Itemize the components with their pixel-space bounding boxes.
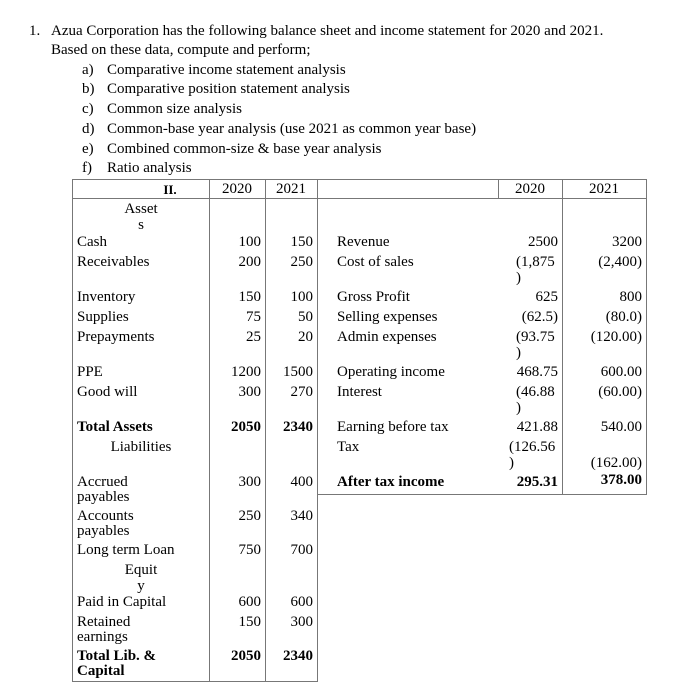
- retained-2020: 150: [238, 614, 261, 630]
- assets-heading: Asset: [124, 201, 158, 217]
- prepayments-2021: 20: [298, 329, 313, 345]
- row-label-admin: Admin expenses: [337, 329, 437, 345]
- inventory-2021: 100: [290, 289, 313, 305]
- accounts-2020: 250: [238, 508, 261, 524]
- task-text: Combined common-size & base year analysis: [107, 141, 382, 157]
- row-label-capital: Paid in Capital: [77, 594, 167, 610]
- row-label-goodwill: Good will: [77, 384, 138, 400]
- cash-2020: 100: [238, 234, 261, 250]
- total-lib-2020: 2050: [231, 648, 261, 664]
- task-text: Common-base year analysis (use 2021 as common year base): [107, 121, 477, 137]
- accounts-2021: 340: [290, 508, 313, 524]
- is-year-2020: 2020: [515, 181, 545, 197]
- row-label-ppe: PPE: [77, 364, 103, 380]
- task-marker: c): [82, 101, 94, 117]
- inventory-2020: 150: [238, 289, 261, 305]
- admin-2020-wrap: ): [516, 345, 521, 361]
- tax-2020: (126.56: [509, 439, 556, 455]
- task-marker: a): [82, 62, 94, 78]
- retained-2021: 300: [290, 614, 313, 630]
- supplies-2020: 75: [246, 309, 261, 325]
- prepayments-2020: 25: [246, 329, 261, 345]
- row-label-ebt: Earning before tax: [337, 419, 449, 435]
- row-label-supplies: Supplies: [77, 309, 129, 325]
- row-label-accrued: Accrued: [77, 474, 128, 490]
- receivables-2020: 200: [238, 254, 261, 270]
- gross-2021: 800: [619, 289, 642, 305]
- task-text: Common size analysis: [107, 101, 242, 117]
- tax-2020-wrap: ): [509, 455, 514, 471]
- bs-year-2020: 2020: [222, 181, 252, 197]
- goodwill-2020: 300: [238, 384, 261, 400]
- row-label-after-tax: After tax income: [337, 474, 445, 490]
- equity-heading: Equit: [124, 562, 158, 578]
- total-assets-2020: 2050: [231, 419, 261, 435]
- cost-2020-wrap: ): [516, 270, 521, 286]
- interest-2020: (46.88: [516, 384, 555, 400]
- admin-2020: (93.75: [516, 329, 555, 345]
- row-label-prepayments: Prepayments: [77, 329, 155, 345]
- question-number: 1.: [29, 23, 41, 39]
- operating-2020: 468.75: [516, 364, 558, 380]
- row-label-cost-of-sales: Cost of sales: [337, 254, 414, 270]
- total-lib-2021: 2340: [283, 648, 313, 664]
- row-label-retained-wrap: earnings: [77, 629, 128, 645]
- task-text: Comparative income statement analysis: [107, 62, 346, 78]
- interest-2020-wrap: ): [516, 400, 521, 416]
- admin-2021: (120.00): [590, 329, 642, 345]
- assets-heading-wrap: s: [138, 217, 144, 233]
- row-label-accounts-wrap: payables: [77, 523, 130, 539]
- task-marker: d): [82, 121, 95, 137]
- row-label-selling: Selling expenses: [337, 309, 438, 325]
- row-label-accrued-wrap: payables: [77, 489, 130, 505]
- equity-heading-wrap: y: [137, 578, 145, 594]
- task-marker: f): [82, 160, 92, 176]
- cost-2021: (2,400): [598, 254, 642, 270]
- cost-2020: (1,875: [516, 254, 555, 270]
- row-label-receivables: Receivables: [77, 254, 150, 270]
- selling-2021: (80.0): [605, 309, 642, 325]
- cash-2021: 150: [290, 234, 313, 250]
- accrued-2020: 300: [238, 474, 261, 490]
- ppe-2020: 1200: [231, 364, 261, 380]
- capital-2020: 600: [238, 594, 261, 610]
- row-label-accounts: Accounts: [77, 508, 134, 524]
- loan-2020: 750: [238, 542, 261, 558]
- interest-2021: (60.00): [598, 384, 642, 400]
- row-label-operating: Operating income: [337, 364, 445, 380]
- loan-2021: 700: [290, 542, 313, 558]
- gross-2020: 625: [535, 289, 558, 305]
- row-label-loan: Long term Loan: [77, 542, 175, 558]
- operating-2021: 600.00: [600, 364, 642, 380]
- liabilities-heading: Liabilities: [110, 439, 172, 455]
- row-label-gross-profit: Gross Profit: [337, 289, 410, 305]
- ppe-2021: 1500: [283, 364, 313, 380]
- task-marker: b): [82, 81, 95, 97]
- row-label-interest: Interest: [337, 384, 382, 400]
- is-year-2021: 2021: [589, 181, 619, 197]
- revenue-2021: 3200: [612, 234, 642, 250]
- row-label-inventory: Inventory: [77, 289, 136, 305]
- revenue-2020: 2500: [528, 234, 558, 250]
- task-text: Ratio analysis: [107, 160, 192, 176]
- row-label-total-lib: Total Lib. &: [77, 648, 157, 664]
- capital-2021: 600: [290, 594, 313, 610]
- question-line-2: Based on these data, compute and perform;: [51, 42, 311, 58]
- row-label-tax: Tax: [337, 439, 360, 455]
- receivables-2021: 250: [290, 254, 313, 270]
- row-label-retained: Retained: [77, 614, 131, 630]
- row-label-total-assets: Total Assets: [77, 419, 153, 435]
- question-line-1: Azua Corporation has the following balance sheet and income statement for 2020 and 2021.: [51, 23, 604, 39]
- ebt-2021: 540.00: [600, 419, 642, 435]
- row-label-total-lib-wrap: Capital: [77, 663, 125, 679]
- after-tax-2020: 295.31: [516, 474, 558, 490]
- row-label-revenue: Revenue: [337, 234, 390, 250]
- bs-year-2021: 2021: [276, 181, 306, 197]
- table-corner-label: II.: [163, 182, 177, 197]
- goodwill-2021: 270: [290, 384, 313, 400]
- tax-2021: (162.00): [590, 455, 642, 471]
- row-label-cash: Cash: [77, 234, 107, 250]
- task-text: Comparative position statement analysis: [107, 81, 350, 97]
- supplies-2021: 50: [298, 309, 313, 325]
- ebt-2020: 421.88: [516, 419, 558, 435]
- accrued-2021: 400: [290, 474, 313, 490]
- after-tax-2021: 378.00: [600, 472, 642, 488]
- task-marker: e): [82, 141, 94, 157]
- total-assets-2021: 2340: [283, 419, 313, 435]
- selling-2020: (62.5): [521, 309, 558, 325]
